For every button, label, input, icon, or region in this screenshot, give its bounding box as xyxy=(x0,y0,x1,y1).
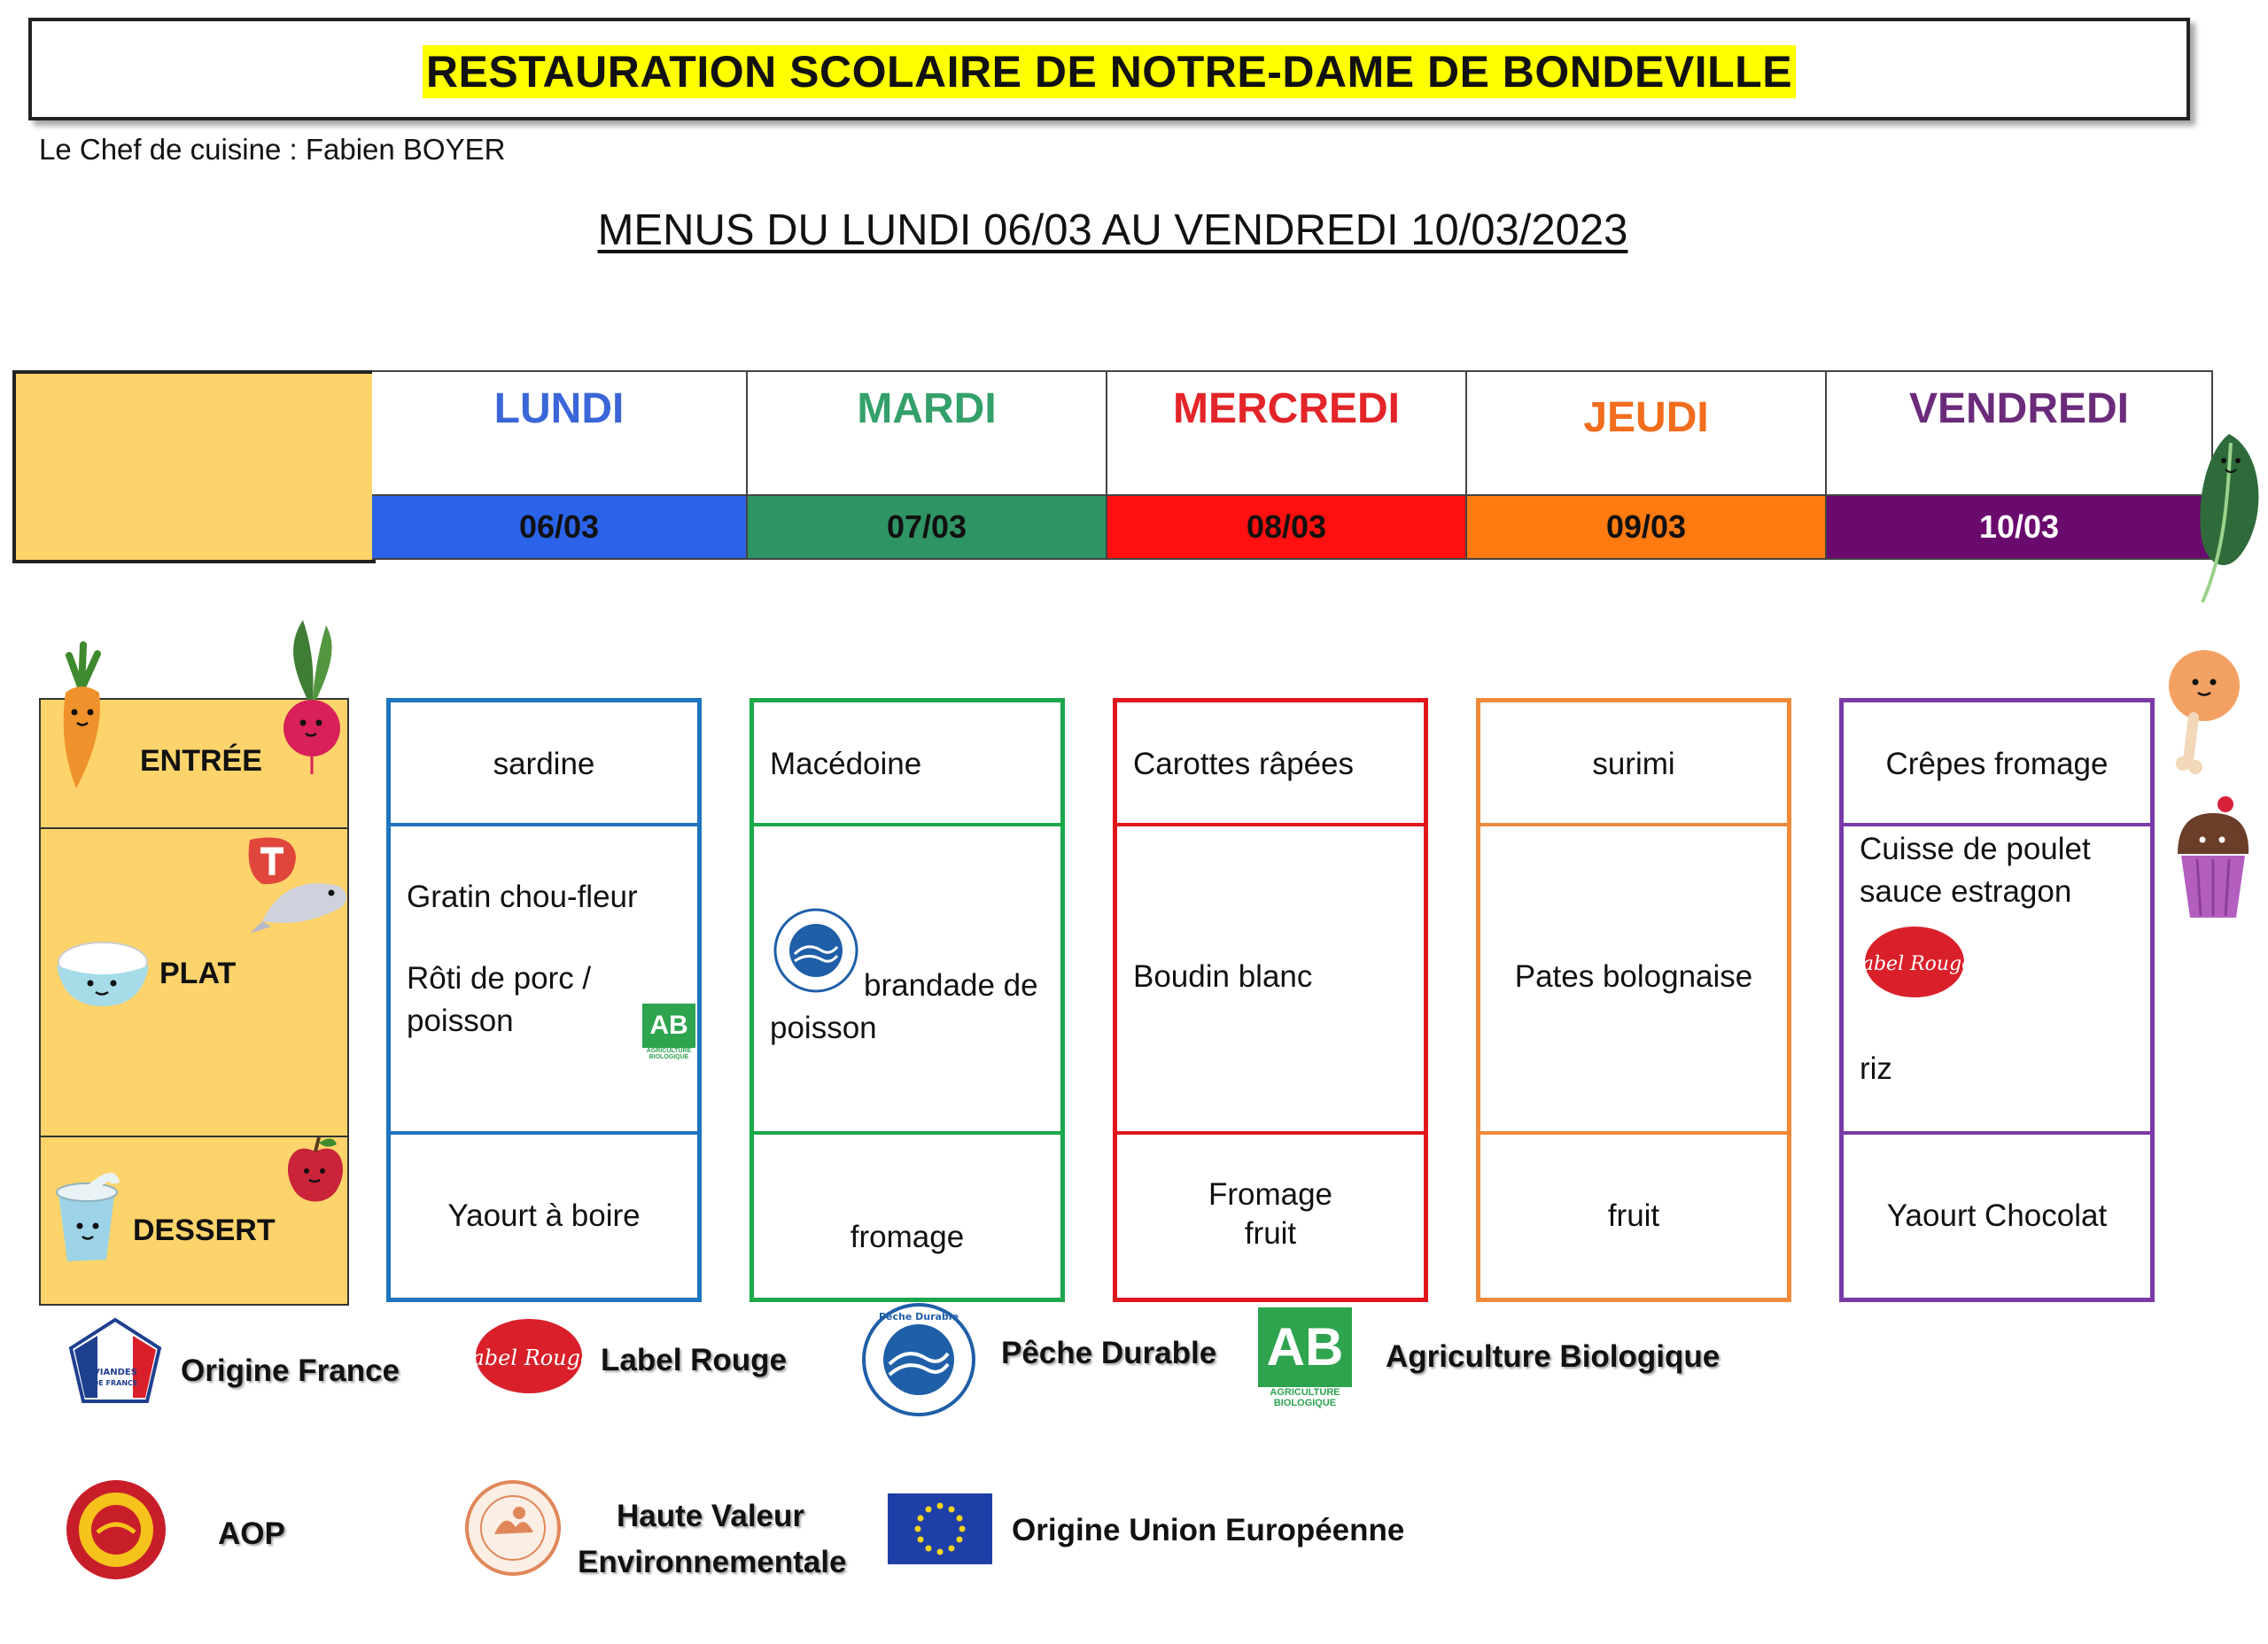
svg-text:VIANDES: VIANDES xyxy=(93,1368,137,1377)
peche-durable-legend-icon xyxy=(859,1300,978,1419)
menu-column-mardi xyxy=(750,698,1065,1302)
dessert-cell: fromage xyxy=(850,1220,965,1254)
rice-bowl-icon xyxy=(51,930,154,1010)
day-header-jeudi: JEUDI xyxy=(1467,370,1827,496)
category-entree: ENTRÉE xyxy=(39,698,349,829)
yogurt-icon xyxy=(51,1167,122,1265)
title-box xyxy=(28,18,2190,120)
day-header-mercredi: MERCREDI xyxy=(1107,370,1467,496)
label-rouge-legend-icon xyxy=(464,1316,594,1396)
fish-icon xyxy=(250,865,356,935)
hve-logo-icon xyxy=(464,1479,562,1577)
dessert-cell: Fromage fruit xyxy=(1208,1177,1333,1251)
day-header-mardi: MARDI xyxy=(748,370,1107,496)
category-plat: PLAT xyxy=(39,827,349,1137)
menu-column-jeudi xyxy=(1476,698,1791,1302)
legend-agriculture-biologique: Agriculture Biologique xyxy=(1386,1339,1720,1374)
legend-aop: AOP xyxy=(218,1516,285,1551)
dessert-cell: fruit xyxy=(1607,1198,1660,1233)
entree-cell: Macédoine xyxy=(754,702,1060,826)
menu-column-mercredi xyxy=(1113,698,1428,1302)
legend-hve: Haute Valeur Environnementale xyxy=(578,1499,847,1579)
drumstick-icon xyxy=(2162,647,2241,779)
origine-france-logo-icon xyxy=(62,1313,168,1410)
eu-flag-icon xyxy=(888,1493,992,1564)
date-jeudi: 09/03 xyxy=(1467,494,1827,560)
date-lundi: 06/03 xyxy=(372,494,748,560)
ab-legend-icon: AB AGRICULTURE BIOLOGIQUE xyxy=(1258,1307,1352,1408)
spinach-icon xyxy=(2185,425,2268,611)
dessert-cell: Yaourt à boire xyxy=(447,1198,641,1233)
day-header-vendredi: VENDREDI xyxy=(1827,370,2213,496)
svg-text:label Rouge: label Rouge xyxy=(464,1345,594,1370)
plat-cell: Cuisse de poulet sauce estragon label Rouge riz xyxy=(1844,826,2150,1135)
radish-icon xyxy=(276,611,347,779)
ab-logo-icon: AB AGRICULTURE BIOLOGIQUE xyxy=(642,1004,695,1067)
svg-text:DE FRANCE: DE FRANCE xyxy=(92,1379,138,1387)
date-mardi: 07/03 xyxy=(748,494,1107,560)
date-vendredi: 10/03 xyxy=(1827,494,2213,560)
date-mercredi: 08/03 xyxy=(1107,494,1467,560)
chef-label: Le Chef de cuisine : Fabien BOYER xyxy=(39,133,506,166)
entree-cell: sardine xyxy=(391,702,697,826)
menu-column-vendredi xyxy=(1839,698,2155,1302)
week-title: MENUS DU LUNDI 06/03 AU VENDREDI 10/03/2023 xyxy=(597,206,1628,254)
apple-icon xyxy=(282,1132,349,1206)
peche-durable-logo-icon xyxy=(772,906,860,995)
page-title: RESTAURATION SCOLAIRE DE NOTRE-DAME DE BONDEVILLE xyxy=(32,46,2186,97)
category-dessert: DESSERT xyxy=(39,1136,349,1306)
entree-cell: surimi xyxy=(1480,702,1787,826)
plat-cell: brandade de poisson xyxy=(754,826,1060,1135)
legend-label-rouge: Label Rouge xyxy=(601,1343,788,1377)
legend-origine-ue: Origine Union Européenne xyxy=(1012,1513,1405,1547)
plat-cell: Boudin blanc xyxy=(1117,826,1424,1135)
legend-origine-france: Origine France xyxy=(181,1353,400,1388)
cupcake-icon xyxy=(2171,792,2256,925)
entree-cell: Carottes râpées xyxy=(1117,702,1424,826)
dessert-cell: Yaourt Chocolat xyxy=(1886,1198,2108,1233)
svg-text:Pêche Durable: Pêche Durable xyxy=(878,1311,959,1322)
carrot-icon xyxy=(46,638,117,797)
aop-logo-icon xyxy=(64,1477,168,1582)
plat-cell: Pates bolognaise xyxy=(1480,826,1787,1135)
legend-peche-durable: Pêche Durable xyxy=(1001,1336,1217,1370)
day-header-lundi: LUNDI xyxy=(372,370,748,496)
entree-cell: Crêpes fromage xyxy=(1844,702,2150,826)
menu-column-lundi xyxy=(386,698,702,1302)
plat-cell: Gratin chou-fleur Rôti de porc / poisson AB AGRICULTURE BIOLOGIQUE xyxy=(391,826,697,1135)
svg-text:label Rouge: label Rouge xyxy=(1855,953,1974,975)
label-rouge-logo-icon xyxy=(1855,922,1974,1002)
corner-cell xyxy=(12,370,376,563)
